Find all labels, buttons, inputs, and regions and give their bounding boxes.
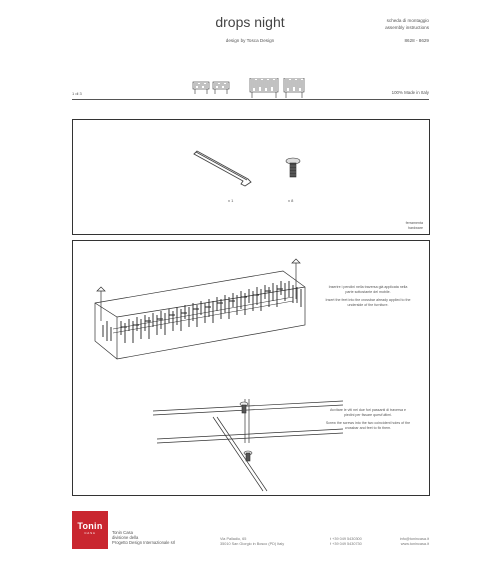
screw-icon (286, 158, 300, 177)
screw-detail-icon (240, 402, 252, 461)
foot-arrow-left-icon (97, 287, 105, 321)
thumb-small-1 (193, 82, 209, 94)
hardware-label-en: hardware (408, 226, 423, 230)
hardware-label: ferramenta (405, 221, 423, 225)
company-parent: Progetto Design Internazionale srl (112, 540, 176, 546)
slat-pattern (103, 281, 301, 343)
website-link[interactable]: www.tonincasa.it (400, 542, 429, 546)
crossbar-detail-drawing (153, 399, 343, 491)
logo-text: Tonin (77, 521, 103, 531)
hardware-panel (72, 119, 430, 235)
allen-wrench-icon (194, 151, 251, 186)
cabinet-drawing (95, 259, 305, 359)
company-block (112, 530, 175, 546)
contact-block (400, 537, 429, 547)
page-number: 1 di 3 (72, 91, 82, 96)
assembly-drawing (73, 241, 429, 495)
step1-text-en: Insert the feet into the crossbar already applied to the underside of the furniture. (325, 298, 411, 307)
hardware-drawing (73, 120, 429, 234)
address-city: 35010 San Giorgio in Bosco (PD) Italy (220, 542, 285, 546)
assembly-panel (72, 240, 430, 496)
company-name: Tonin Casa (112, 530, 133, 535)
logo-subtext: CASA (84, 531, 96, 535)
wrench-quantity: x 1 (228, 198, 234, 203)
made-in-italy: 100% Made in Italy (391, 90, 429, 95)
sheet-label-en: assembly instructions (385, 25, 429, 30)
address-block (220, 537, 284, 547)
screw-quantity: x 8 (288, 198, 294, 203)
phone-number: t +39 049 5430300 (330, 537, 362, 541)
designer-credit: design by Tosca Design (225, 38, 275, 43)
company-division: divisione della (112, 535, 139, 541)
step2-text-it: Avvitare le viti nei due fori passanti di traversa e piedini per fissare quest'ultimi. (329, 408, 407, 417)
document-title: drops night (215, 14, 285, 30)
thumb-tall (250, 78, 278, 98)
email-link[interactable]: info@tonincasa.it (399, 537, 429, 541)
tonin-casa-logo (72, 511, 108, 549)
thumb-medium (284, 78, 304, 98)
phone-block (330, 537, 362, 547)
step1-text-it: Inserire i pendini nella traversa già applicata nella parte sottostante del mobile. (328, 285, 408, 294)
sheet-label: scheda di montaggio (386, 18, 429, 23)
product-codes: 8628 - 8629 (404, 38, 429, 43)
fax-number: f +39 049 5430730 (330, 542, 362, 546)
address-street: Via Palladio, 65 (220, 537, 247, 541)
thumb-small-2 (213, 82, 229, 94)
step2-text-en: Screw the screws into the two coincident holes of the crossbar and feet to fix them. (325, 421, 411, 430)
header-rule (72, 99, 429, 100)
